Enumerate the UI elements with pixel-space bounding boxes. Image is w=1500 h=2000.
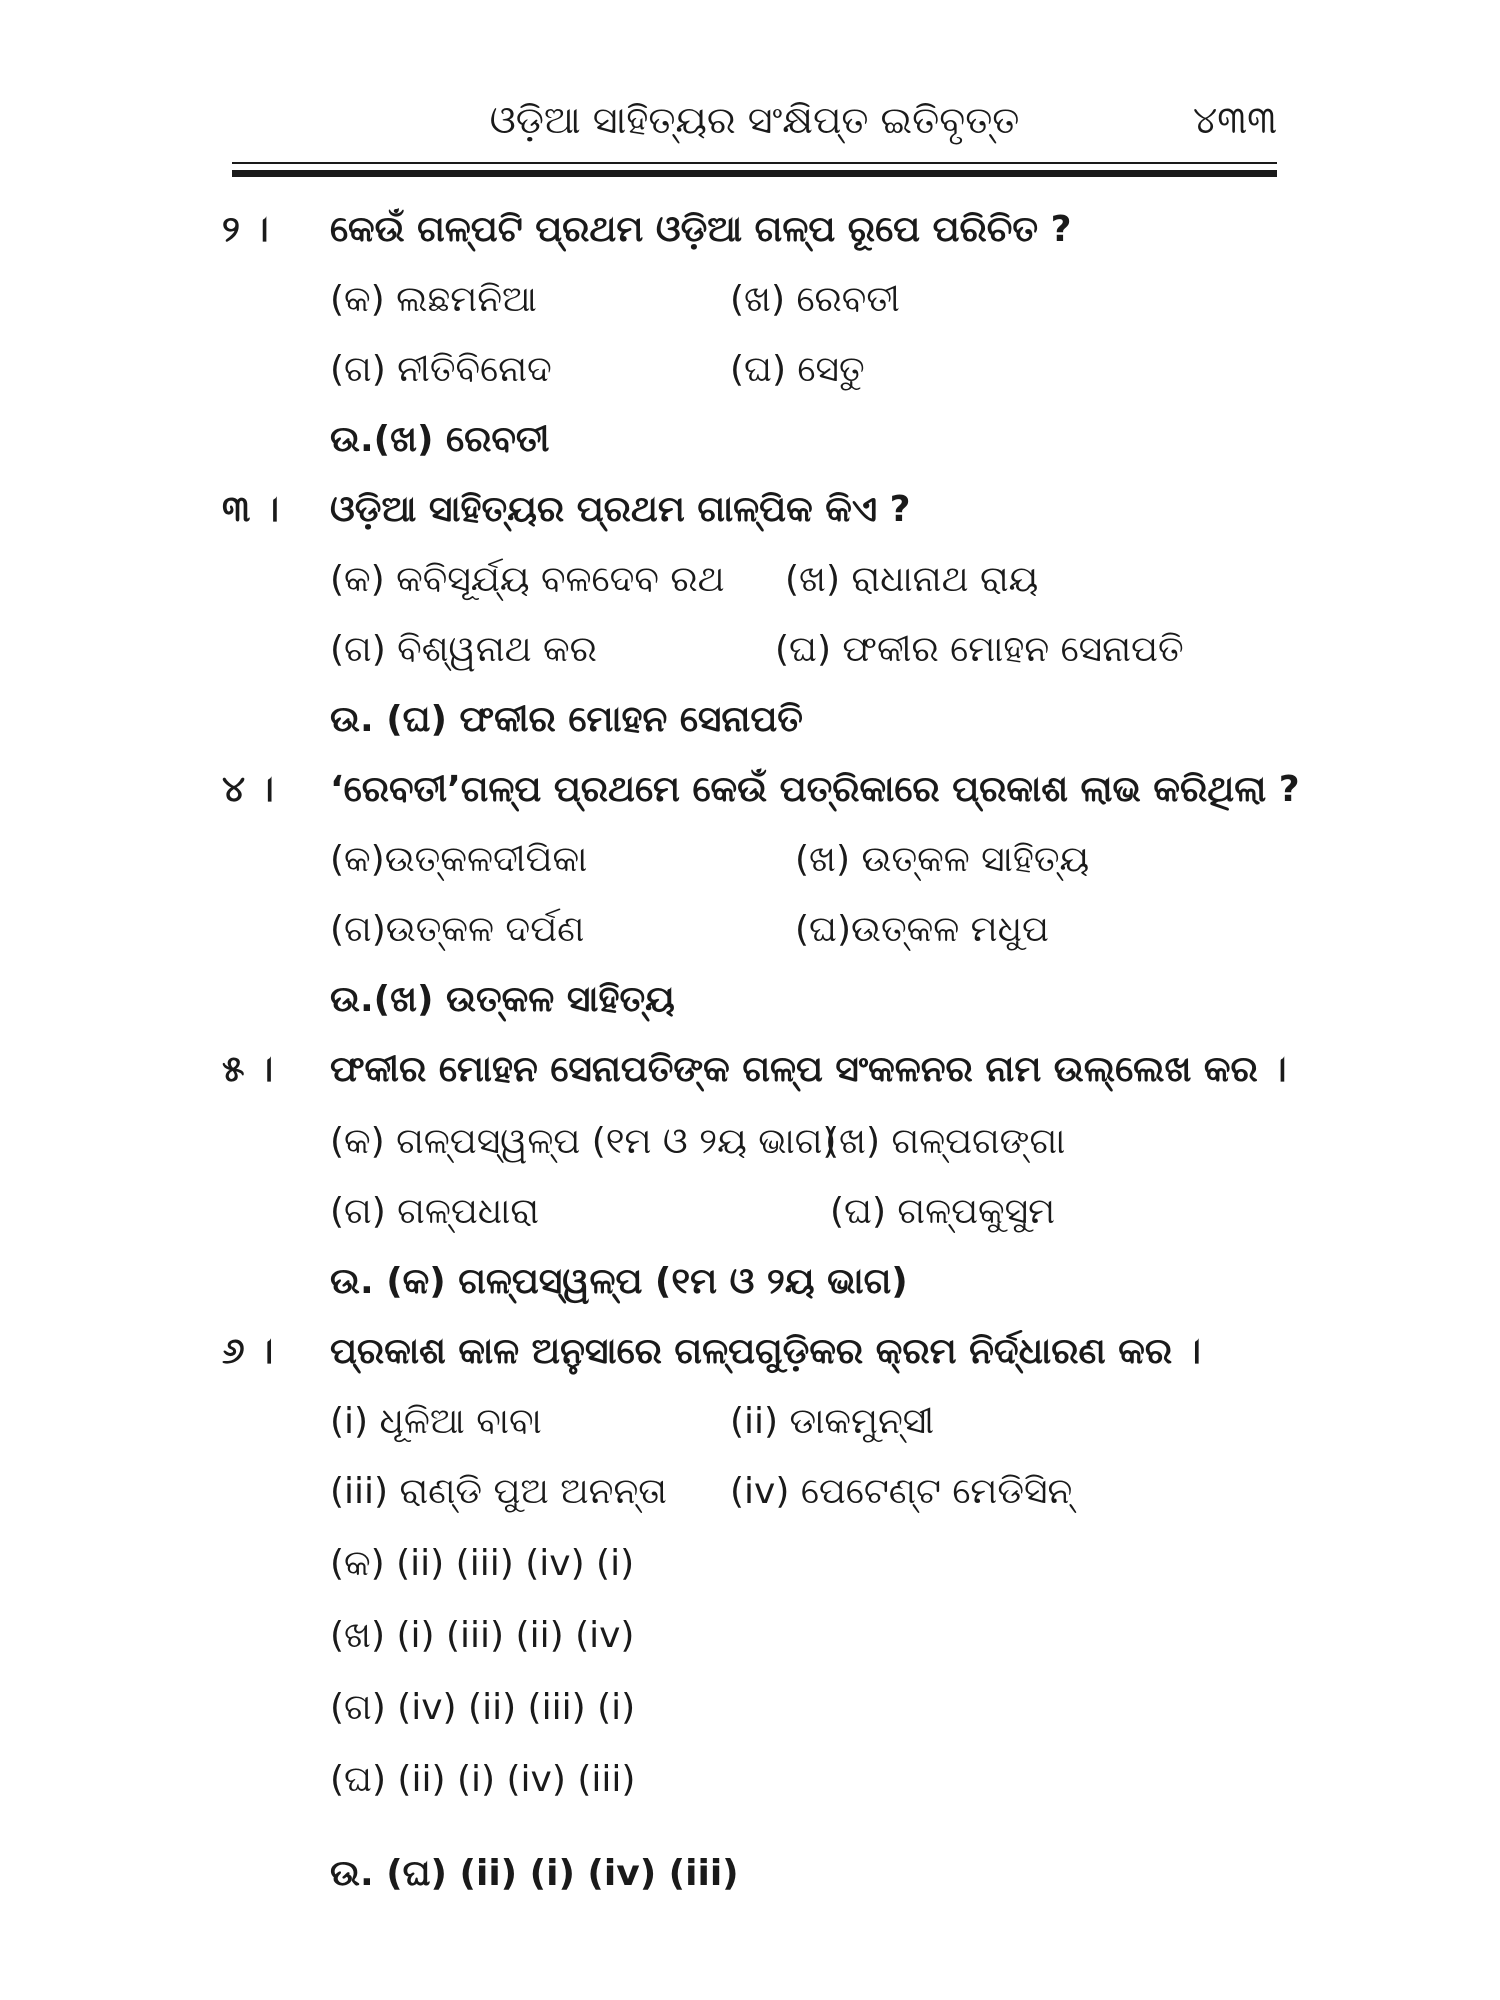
option: (ଖ) ଗଳ୍ପଗଙ୍ଗା [825, 1121, 1066, 1162]
story-item: (i) ଧୂଳିଆ ବାବା [330, 1401, 542, 1442]
option: (ଗ) ନୀତିବିନୋଦ [330, 349, 552, 390]
question-text: ଓଡ଼ିଆ ସାହିତ୍ୟର ପ୍ରଥମ ଗାଳ୍ପିକ କିଏ ? [330, 489, 911, 530]
option: (କ) (ii) (iii) (iv) (i) [330, 1543, 635, 1584]
header-rule-thick [232, 170, 1277, 177]
question-number: ୩ । [222, 489, 280, 530]
question-number: ୨ । [222, 209, 269, 250]
story-item: (ii) ଡାକମୁନ୍‌ସୀ [730, 1401, 935, 1442]
option: (କ) କବିସୂର୍ଯ୍ୟ ବଳଦେବ ରଥ [330, 559, 725, 600]
option: (ଘ) ସେତୁ [730, 349, 865, 390]
option: (ଖ) (i) (iii) (ii) (iv) [330, 1615, 635, 1656]
option: (ଖ) ଉତ୍କଳ ସାହିତ୍ୟ [795, 839, 1090, 880]
option: (ଗ) ବିଶ୍ୱନାଥ କର [330, 629, 597, 670]
header-rule-thin [232, 162, 1277, 164]
option: (କ) ଗଳ୍ପସ୍ୱଳ୍ପ (୧ମ ଓ ୨ୟ ଭାଗ) [330, 1121, 837, 1162]
page-number: ୪୩୩ [1192, 98, 1277, 142]
question-text: ‘ରେବତୀ’ଗଳ୍ପ ପ୍ରଥମେ କେଉଁ ପତ୍ରିକାରେ ପ୍ରକାଶ ଲାଭ କରିଥିଲା ? [330, 769, 1300, 810]
option: (କ)ଉତ୍କଳଦୀପିକା [330, 839, 588, 880]
option: (ଘ)ଉତ୍କଳ ମଧୁପ [795, 909, 1049, 950]
option: (ଖ) ରେବତୀ [730, 279, 900, 320]
option: (କ) ଲଛମନିଆ [330, 279, 537, 320]
book-title: ଓଡ଼ିଆ ସାହିତ୍ୟର ସଂକ୍ଷିପ୍ତ ଇତିବୃତ୍ତ [489, 98, 1020, 142]
question-text: କେଉଁ ଗଳ୍ପଟି ପ୍ରଥମ ଓଡ଼ିଆ ଗଳ୍ପ ରୂପେ ପରିଚିତ ? [330, 209, 1072, 250]
story-item: (iv) ପେଟେଣ୍ଟ ମେଡିସିନ୍ [730, 1471, 1073, 1512]
option: (ଗ)ଉତ୍କଳ ଦର୍ପଣ [330, 909, 585, 950]
option: (ଘ) ଫକୀର ମୋହନ ସେନାପତି [775, 629, 1184, 670]
answer: ଉ.(ଖ) ଉତ୍କଳ ସାହିତ୍ୟ [330, 979, 675, 1020]
question-number: ୬ । [222, 1331, 274, 1372]
answer: ଉ. (ଘ) (ii) (i) (iv) (iii) [330, 1853, 739, 1894]
option: (ଗ) (iv) (ii) (iii) (i) [330, 1687, 636, 1728]
answer: ଉ. (କ) ଗଳ୍ପସ୍ୱଳ୍ପ (୧ମ ଓ ୨ୟ ଭାଗ) [330, 1261, 908, 1302]
option: (ଖ) ରାଧାନାଥ ରାୟ [785, 559, 1039, 600]
question-number: ୫ । [222, 1049, 274, 1090]
question-text: ପ୍ରକାଶ କାଳ ଅନୁସାରେ ଗଳ୍ପଗୁଡ଼ିକର କ୍ରମ ନିର୍ଦ୍ଧାରଣ କର । [330, 1331, 1201, 1372]
running-header [232, 92, 1277, 152]
option: (ଗ) ଗଳ୍ପଧାରା [330, 1191, 539, 1232]
question-number: ୪ । [222, 769, 274, 810]
story-item: (iii) ରାଣ୍ଡି ପୁଅ ଅନନ୍ତା [330, 1471, 667, 1512]
option: (ଘ) (ii) (i) (iv) (iii) [330, 1759, 636, 1800]
option: (ଘ) ଗଳ୍ପକୁସୁମ [830, 1191, 1056, 1232]
question-text: ଫକୀର ମୋହନ ସେନାପତିଙ୍କ ଗଳ୍ପ ସଂକଳନର ନାମ ଉଲ୍ଲେଖ କର । [330, 1049, 1287, 1090]
answer: ଉ. (ଘ) ଫକୀର ମୋହନ ସେନାପତି [330, 699, 803, 740]
answer: ଉ.(ଖ) ରେବତୀ [330, 419, 550, 460]
